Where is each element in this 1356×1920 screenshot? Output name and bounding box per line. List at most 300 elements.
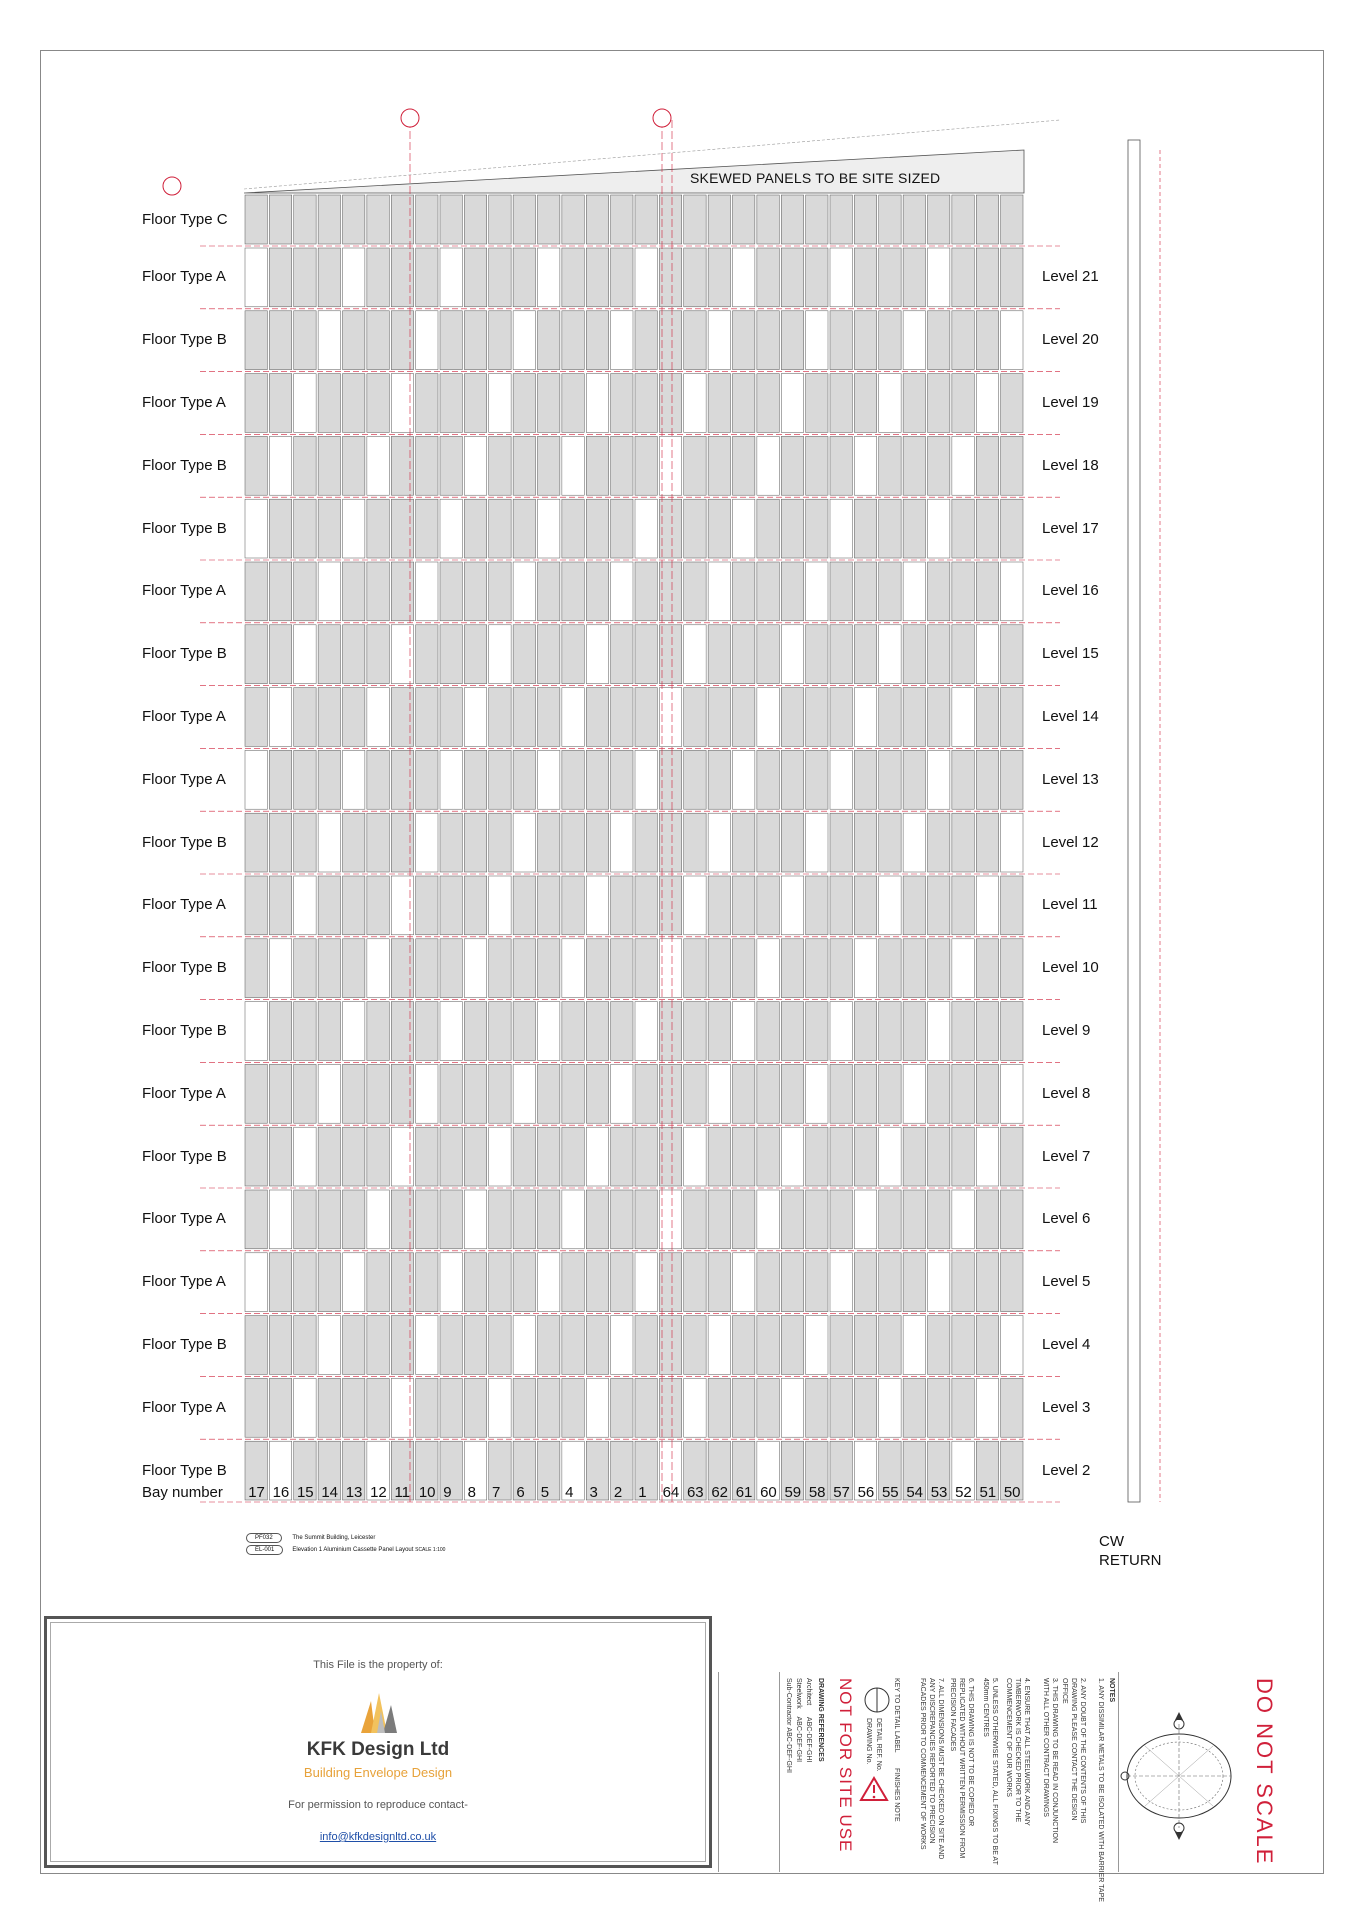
bay-number: 50 — [1003, 1484, 1021, 1501]
cassette-panel — [635, 1190, 657, 1249]
cassette-panel — [245, 1378, 267, 1437]
bay-number: 5 — [540, 1484, 550, 1501]
cassette-panel — [611, 1064, 633, 1123]
bay-number: 17 — [248, 1484, 265, 1501]
cassette-panel — [830, 1378, 852, 1437]
bay-number: 6 — [516, 1484, 525, 1501]
cassette-panel — [708, 499, 730, 558]
floor-type-label: Floor Type B — [142, 1336, 227, 1353]
cassette-panel — [367, 562, 389, 621]
cassette-panel — [781, 750, 803, 809]
cassette-panel — [903, 248, 925, 307]
cassette-panel — [659, 1064, 681, 1123]
cassette-panel — [416, 1064, 438, 1123]
cassette-panel — [830, 1002, 852, 1061]
cassette-panel — [586, 499, 608, 558]
cassette-panel — [659, 688, 681, 747]
cassette-panel — [367, 750, 389, 809]
floor-row — [200, 625, 1060, 686]
drawing-ref-1: PF032 — [246, 1533, 282, 1543]
cassette-panel — [806, 625, 828, 684]
cassette-panel — [830, 1316, 852, 1375]
floor-row — [200, 1002, 1060, 1063]
cassette-panel — [1001, 1316, 1023, 1375]
cassette-panel — [635, 374, 657, 433]
cassette-panel — [1001, 813, 1023, 872]
cassette-panel — [294, 813, 316, 872]
cassette-panel — [489, 1190, 511, 1249]
cassette-panel — [684, 1316, 706, 1375]
cassette-panel — [343, 1002, 365, 1061]
cassette-panel — [464, 1316, 486, 1375]
cassette-panel — [343, 688, 365, 747]
cassette-panel — [562, 625, 584, 684]
contact-email-link[interactable]: info@kfkdesignltd.co.uk — [319, 1831, 437, 1843]
cassette-panel — [513, 813, 535, 872]
cassette-panel — [903, 688, 925, 747]
cassette-panel — [976, 436, 998, 495]
cassette-panel — [830, 1127, 852, 1186]
cassette-panel — [928, 876, 950, 935]
cassette-panel — [976, 195, 998, 244]
floor-type-label: Floor Type B — [142, 833, 227, 851]
cassette-panel — [952, 1253, 974, 1312]
cassette-panel — [318, 1378, 340, 1437]
level-marker-icon — [163, 177, 181, 195]
cassette-panel — [928, 688, 950, 747]
cassette-panel — [659, 311, 681, 370]
cassette-panel — [952, 248, 974, 307]
cassette-panel — [952, 625, 974, 684]
cassette-panel — [684, 436, 706, 495]
cw-label: CW — [1099, 1533, 1124, 1550]
cassette-panel — [464, 499, 486, 558]
cassette-panel — [464, 1127, 486, 1186]
cassette-panel — [538, 1253, 560, 1312]
level-label: Level 3 — [1042, 1398, 1091, 1416]
cassette-panel — [830, 813, 852, 872]
level-label: Level 19 — [1042, 394, 1099, 411]
cassette-panel — [513, 688, 535, 747]
cassette-panel — [806, 1378, 828, 1437]
level-label: Level 5 — [1042, 1273, 1091, 1291]
cassette-panel — [757, 1378, 779, 1437]
cassette-panel — [611, 499, 633, 558]
cassette-panel — [733, 562, 755, 621]
bay-number: 12 — [370, 1484, 387, 1501]
cassette-panel — [733, 876, 755, 935]
cassette-panel — [318, 1190, 340, 1249]
floor-row — [200, 1127, 1060, 1188]
cassette-panel — [854, 1064, 876, 1123]
notes-heading: NOTES — [1108, 1678, 1115, 1703]
cassette-panel — [464, 876, 486, 935]
cassette-panel — [757, 1002, 779, 1061]
cassette-panel — [489, 499, 511, 558]
cassette-panel — [538, 1002, 560, 1061]
cassette-panel — [513, 1253, 535, 1312]
cassette-panel — [367, 625, 389, 684]
floor-type-label: Floor Type A — [142, 394, 226, 411]
cassette-panel — [659, 1378, 681, 1437]
cassette-panel — [1001, 499, 1023, 558]
cassette-panel — [952, 436, 974, 495]
floor-type-label: Floor Type A — [142, 582, 226, 600]
ref-role-steelwork: Steelwork — [795, 1678, 802, 1709]
cassette-panel — [733, 625, 755, 684]
cassette-panel — [416, 374, 438, 433]
ref-code-architect: ABC-DEF-GHI — [805, 1716, 812, 1763]
cassette-panel — [635, 562, 657, 621]
cassette-panel — [489, 1064, 511, 1123]
cassette-panel — [367, 1127, 389, 1186]
cassette-panel — [489, 1316, 511, 1375]
cassette-panel — [733, 750, 755, 809]
bay-number: 64 — [662, 1484, 680, 1501]
cassette-panel — [416, 1253, 438, 1312]
cassette-panel — [294, 1127, 316, 1186]
bay-number: 13 — [345, 1484, 363, 1501]
property-line: This File is the property of: — [313, 1659, 443, 1671]
cassette-panel — [416, 499, 438, 558]
detail-ref-icon — [863, 1686, 891, 1714]
cassette-panel — [928, 625, 950, 684]
floor-row — [200, 1253, 1060, 1314]
cassette-panel — [1001, 562, 1023, 621]
cassette-panel — [318, 939, 340, 998]
cassette-panel — [1001, 1064, 1023, 1123]
ref-role-subcontractor: Sub-Contractor — [785, 1678, 792, 1726]
cassette-panel — [562, 562, 584, 621]
cassette-panel — [562, 688, 584, 747]
cassette-panel — [976, 499, 998, 558]
cassette-panel — [1001, 311, 1023, 370]
cassette-panel — [854, 1002, 876, 1061]
cassette-panel — [562, 876, 584, 935]
cassette-panel — [684, 750, 706, 809]
cassette-panel — [708, 1378, 730, 1437]
cassette-panel — [269, 1190, 291, 1249]
floor-row — [200, 1316, 1060, 1377]
cassette-panel — [659, 436, 681, 495]
cassette-panel — [245, 1190, 267, 1249]
cassette-panel — [757, 1127, 779, 1186]
cassette-panel — [611, 1002, 633, 1061]
cassette-panel — [879, 195, 901, 244]
cassette-panel — [318, 195, 340, 244]
cassette-panel — [684, 1253, 706, 1312]
detail-ref-label: DETAIL REF. No. — [875, 1718, 882, 1772]
drawing-references-heading: DRAWING REFERENCES — [817, 1678, 824, 1762]
cassette-panel — [684, 1190, 706, 1249]
cassette-panel — [976, 1127, 998, 1186]
cassette-panel — [806, 688, 828, 747]
cassette-panel — [830, 625, 852, 684]
cassette-panel — [879, 625, 901, 684]
cassette-panel — [586, 813, 608, 872]
cassette-panel — [269, 1127, 291, 1186]
floor-type-label: Floor Type B — [142, 1461, 227, 1479]
cassette-panel — [489, 813, 511, 872]
cassette-panel — [562, 1002, 584, 1061]
cassette-panel — [318, 625, 340, 684]
cassette-panel — [659, 1253, 681, 1312]
cassette-panel — [343, 374, 365, 433]
cassette-panel — [684, 1127, 706, 1186]
cassette-panel — [440, 939, 462, 998]
cassette-panel — [1001, 248, 1023, 307]
cassette-panel — [903, 1253, 925, 1312]
bay-number: 57 — [833, 1484, 850, 1501]
cassette-panel — [733, 939, 755, 998]
cassette-panel — [684, 374, 706, 433]
cassette-panel — [854, 1316, 876, 1375]
floor-row — [200, 562, 1060, 623]
cassette-panel — [830, 1253, 852, 1312]
cassette-panel — [586, 311, 608, 370]
cassette-panel — [367, 1064, 389, 1123]
cassette-panel — [733, 1127, 755, 1186]
cassette-panel — [635, 813, 657, 872]
cassette-panel — [343, 311, 365, 370]
cassette-panel — [343, 813, 365, 872]
cassette-panel — [513, 436, 535, 495]
cassette-panel — [635, 436, 657, 495]
level-label: Level 16 — [1042, 582, 1099, 600]
cassette-panel — [489, 248, 511, 307]
cassette-panel — [318, 1127, 340, 1186]
notes-panel — [718, 1672, 1119, 1902]
cassette-panel — [928, 248, 950, 307]
cassette-panel — [1001, 374, 1023, 433]
cassette-panel — [538, 248, 560, 307]
cassette-panel — [781, 1127, 803, 1186]
cassette-panel — [269, 1002, 291, 1061]
bay-number-row — [142, 1484, 1021, 1501]
cassette-panel — [513, 750, 535, 809]
permission-line: For permission to reproduce contact- — [288, 1799, 468, 1811]
cassette-panel — [367, 1378, 389, 1437]
cassette-panel — [879, 1064, 901, 1123]
cassette-panel — [928, 939, 950, 998]
cassette-panel — [562, 195, 584, 244]
cassette-panel — [806, 1253, 828, 1312]
cassette-panel — [854, 374, 876, 433]
floor-row — [200, 750, 1060, 811]
cassette-panel — [684, 499, 706, 558]
level-label: Level 11 — [1042, 896, 1098, 914]
cassette-panel — [586, 248, 608, 307]
cassette-panel — [318, 374, 340, 433]
bay-number: 60 — [760, 1484, 777, 1501]
cassette-panel — [830, 1064, 852, 1123]
cassette-panel — [586, 562, 608, 621]
cassette-panel — [854, 562, 876, 621]
cassette-panel — [684, 195, 706, 244]
bay-number: 3 — [589, 1484, 598, 1501]
cassette-panel — [489, 750, 511, 809]
cassette-panel — [952, 311, 974, 370]
cassette-panel — [586, 625, 608, 684]
cassette-panel — [830, 939, 852, 998]
cassette-panel — [318, 311, 340, 370]
cassette-panel — [757, 436, 779, 495]
cassette-panel — [513, 311, 535, 370]
return-label: RETURN — [1099, 1552, 1162, 1569]
cassette-panel — [538, 1190, 560, 1249]
cassette-panel — [708, 1190, 730, 1249]
cassette-panel — [928, 499, 950, 558]
cassette-panel — [343, 499, 365, 558]
cassette-panel — [440, 688, 462, 747]
cassette-panel — [464, 562, 486, 621]
cassette-panel — [952, 1378, 974, 1437]
cassette-panel — [635, 876, 657, 935]
cassette-panel — [538, 499, 560, 558]
level-label: Level 6 — [1042, 1210, 1091, 1228]
cassette-panel — [416, 1002, 438, 1061]
skewed-panels-note: SKEWED PANELS TO BE SITE SIZED — [690, 170, 941, 186]
cassette-panel — [781, 1253, 803, 1312]
cassette-panel — [318, 1064, 340, 1123]
cassette-panel — [513, 374, 535, 433]
cassette-panel — [294, 248, 316, 307]
cassette-panel — [586, 939, 608, 998]
cassette-panel — [513, 1316, 535, 1375]
note-7: 7. ALL DIMENSIONS MUST BE CHECKED ON SITE AND ANY DISCREPANCIES REPORTED TO PRECISION FACADES PRIOR TO COMMENCEMENT OF WORKS — [919, 1678, 944, 1860]
cassette-panel — [538, 876, 560, 935]
floor-type-label: Floor Type B — [142, 331, 227, 349]
cassette-panel — [635, 311, 657, 370]
cassette-panel — [538, 939, 560, 998]
cassette-panel — [586, 436, 608, 495]
cassette-panel — [269, 374, 291, 433]
cassette-panel — [294, 1378, 316, 1437]
level-label: Level 21 — [1042, 268, 1099, 286]
cassette-panel — [733, 1316, 755, 1375]
do-not-scale-label: DO NOT SCALE — [1252, 1678, 1277, 1866]
cassette-panel — [343, 1378, 365, 1437]
cassette-panel — [245, 311, 267, 370]
cassette-panel — [586, 1190, 608, 1249]
cassette-panel — [684, 248, 706, 307]
cassette-panel — [952, 939, 974, 998]
cassette-panel — [781, 1064, 803, 1123]
cassette-panel — [343, 1316, 365, 1375]
bay-number: 59 — [784, 1484, 802, 1501]
floor-type-label: Floor Type A — [142, 1273, 226, 1291]
bay-number: 10 — [418, 1484, 436, 1501]
floor-type-label: Floor Type B — [142, 959, 227, 977]
cassette-panel — [416, 939, 438, 998]
cassette-panel — [684, 1064, 706, 1123]
cassette-panel — [684, 813, 706, 872]
cassette-panel — [928, 1127, 950, 1186]
bay-number: 58 — [808, 1484, 826, 1501]
cassette-panel — [659, 876, 681, 935]
cassette-panel — [245, 1002, 267, 1061]
cassette-panel — [903, 311, 925, 370]
level-label: Level 20 — [1042, 331, 1099, 349]
cassette-panel — [294, 1190, 316, 1249]
cassette-panel — [733, 1190, 755, 1249]
cassette-panel — [635, 248, 657, 307]
cassette-panel — [318, 750, 340, 809]
cassette-panel — [976, 625, 998, 684]
cassette-panel — [708, 876, 730, 935]
cassette-panel — [806, 1002, 828, 1061]
cassette-panel — [757, 1190, 779, 1249]
cassette-panel — [538, 1127, 560, 1186]
cassette-panel — [294, 436, 316, 495]
bay-number: 8 — [467, 1484, 476, 1501]
cassette-panel — [757, 625, 779, 684]
cassette-panel — [586, 374, 608, 433]
cassette-panel — [733, 248, 755, 307]
cassette-panel — [684, 688, 706, 747]
cassette-panel — [538, 625, 560, 684]
cassette-panel — [269, 939, 291, 998]
cassette-panel — [806, 195, 828, 244]
note-3: 3. THIS DRAWING TO BE READ IN CONJUNCTION WITH ALL OTHER CONTRACT DRAWINGS — [1042, 1678, 1058, 1844]
cassette-panel — [854, 311, 876, 370]
cassette-panel — [830, 499, 852, 558]
cassette-panel — [513, 939, 535, 998]
drawing-scale: SCALE 1:100 — [415, 1547, 446, 1553]
cassette-panel — [562, 374, 584, 433]
cassette-panel — [440, 499, 462, 558]
cassette-panel — [611, 813, 633, 872]
cassette-panel — [903, 1064, 925, 1123]
cassette-panel — [659, 939, 681, 998]
cassette-panel — [318, 248, 340, 307]
cassette-panel — [343, 1253, 365, 1312]
cassette-panel — [343, 876, 365, 935]
cassette-panel — [440, 562, 462, 621]
bay-number: 14 — [321, 1484, 338, 1501]
cassette-panel — [294, 562, 316, 621]
cassette-panel — [562, 813, 584, 872]
cassette-panel — [440, 876, 462, 935]
cassette-panel — [440, 625, 462, 684]
cassette-panel — [806, 436, 828, 495]
cassette-panel — [781, 688, 803, 747]
cassette-panel — [416, 248, 438, 307]
level-label: Level 13 — [1042, 770, 1099, 788]
cassette-panel — [1001, 876, 1023, 935]
cassette-panel — [416, 195, 438, 244]
cassette-panel — [245, 195, 267, 244]
cassette-panel — [586, 1378, 608, 1437]
cassette-panel — [684, 1002, 706, 1061]
cassette-panel — [733, 374, 755, 433]
cassette-panel — [659, 195, 681, 244]
floor-type-label: Floor Type A — [142, 770, 226, 788]
cassette-panel — [367, 876, 389, 935]
cassette-panel — [879, 311, 901, 370]
cassette-panel — [416, 311, 438, 370]
cassette-panel — [489, 876, 511, 935]
cassette-panel — [489, 1253, 511, 1312]
cassette-panel — [269, 562, 291, 621]
cassette-panel — [635, 1378, 657, 1437]
cassette-panel — [854, 499, 876, 558]
cassette-panel — [562, 1190, 584, 1249]
floor-type-label: Floor Type A — [142, 1084, 226, 1102]
cassette-panel — [854, 1253, 876, 1312]
note-4: 4. ENSURE THAT ALL STEELWORK AND ANY TIMBERWORK IS CHECKED PRIOR TO THE COMMENCEMENT OF OUR WORKS — [1005, 1678, 1030, 1826]
cassette-panel — [586, 750, 608, 809]
